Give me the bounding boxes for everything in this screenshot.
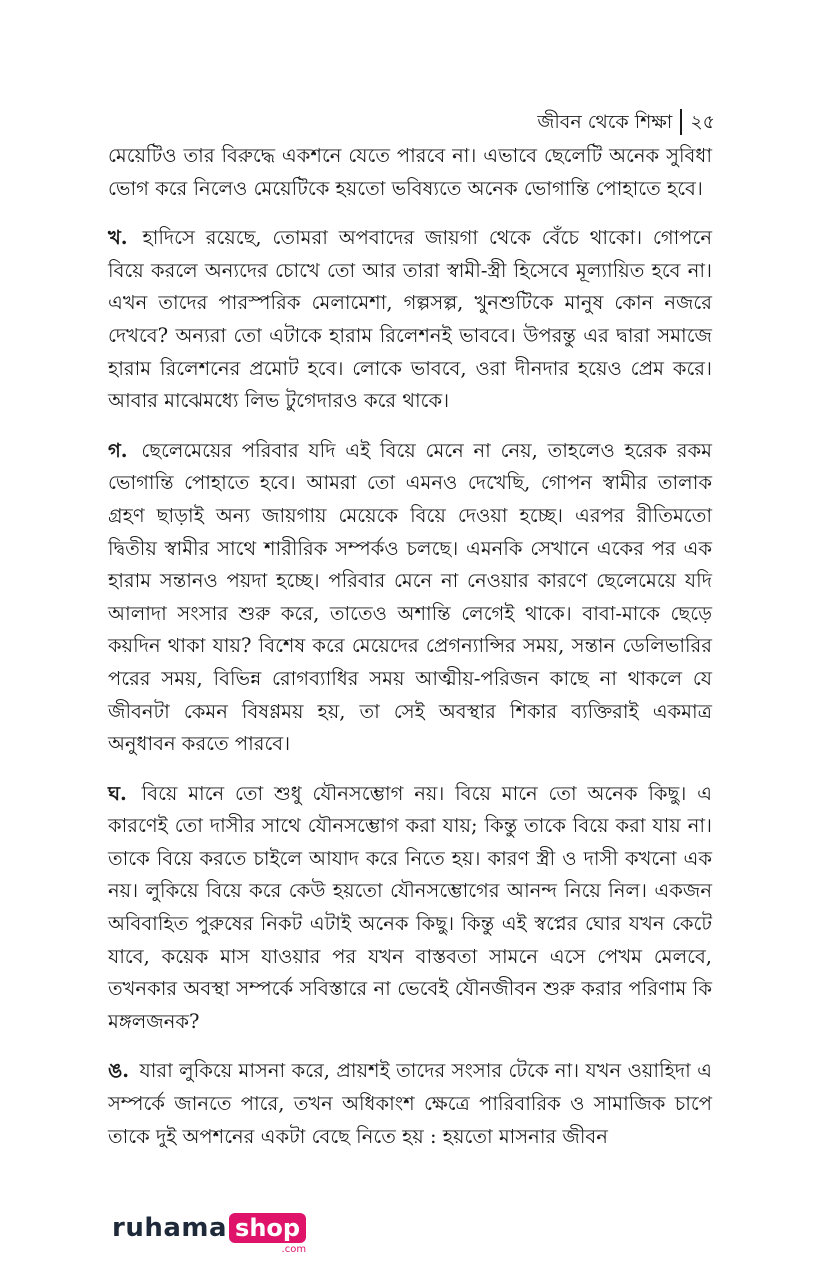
logo-shop-badge (229, 1213, 306, 1256)
paragraph-text: মেয়েটিও তার বিরুদ্ধে একশনে যেতে পারবে না। এভাবে ছেলেটি অনেক সুবিধা ভোগ করে নিলেও মেয়েটিকে হয়তো ভবিষ্যতে অনেক ভোগান্তি পোহাতে হবে। (108, 144, 712, 200)
paragraph-marker: খ. (108, 226, 128, 250)
body-text (108, 140, 712, 1170)
header-divider (680, 109, 682, 135)
paragraph-nga (108, 1055, 712, 1153)
paragraph-text: ছেলেমেয়ের পরিবার যদি এই বিয়ে মেনে না নেয়, তাহলেও হরেক রকম ভোগান্তি পোহাতে হবে। আমরা তো এমনও দেখেছি, গোপন স্বামীর তালাক গ্রহণ ছাড়াই অন্য জায়গায় মেয়েকে বিয়ে দেওয়া হচ্ছে। এরপর রীতিমতো দ্বিতীয় স্বামীর সাথে শারীরিক সম্পর্কও চলছে। এমনকি সেখানে একের পর এক হারাম সন্তানও পয়দা হচ্ছে। পরিবার মেনে না নেওয়ার কারণে ছেলেমেয়ে যদি আলাদা সংসার শুরু করে, তাতেও অশান্তি লেগেই থাকে। বাবা-মাকে ছেড়ে কয়দিন থাকা যায়? বিশেষ করে মেয়েদের প্রেগন্যান্সির সময়, সন্তান ডেলিভারির পরের সময়, বিভিন্ন রোগব্যাধির সময় আত্মীয়-পরিজন কাছে না থাকলে যে জীবনটা কেমন বিষণ্ণময় হয়, তা সেই অবস্থার শিকার ব্যক্তিরাই একমাত্র অনুধাবন করতে পারবে। (108, 438, 712, 756)
book-title: জীবন থেকে শিক্ষা (537, 111, 673, 133)
paragraph-marker: ঙ. (108, 1059, 130, 1083)
logo-word-shop: shop (229, 1213, 306, 1243)
logo-domain: .com (281, 1244, 307, 1255)
paragraph-marker: ঘ. (108, 781, 127, 805)
paragraph-ga (108, 435, 712, 761)
paragraph-text: বিয়ে মানে তো শুধু যৌনসম্ভোগ নয়। বিয়ে মানে তো অনেক কিছু। এ কারণেই তো দাসীর সাথে যৌনসম্ভোগ করা যায়; কিন্তু তাকে বিয়ে করা যায় না। তাকে বিয়ে করতে চাইলে আযাদ করে নিতে হয়। কারণ স্ত্রী ও দাসী কখনো এক নয়। লুকিয়ে বিয়ে করে কেউ হয়তো যৌনসম্ভোগের আনন্দ নিয়ে নিল। একজন অবিবাহিত পুরুষের নিকট এটাই অনেক কিছু। কিন্তু এই স্বপ্নের ঘোর যখন কেটে যাবে, কয়েক মাস যাওয়ার পর যখন বাস্তবতা সামনে এসে পেখম মেলবে, তখনকার অবস্থা সম্পর্কে সবিস্তারে না ভেবেই যৌনজীবন শুরু করার পরিণাম কি মঙ্গলজনক? (108, 781, 712, 1033)
ruhamashop-logo (112, 1213, 306, 1256)
paragraph-marker: গ. (108, 438, 128, 462)
logo-word-ruhama: ruhama (112, 1213, 228, 1243)
paragraph-text: যারা লুকিয়ে মাসনা করে, প্রায়শই তাদের সংসার টেকে না। যখন ওয়াহিদা এ সম্পর্কে জানতে পারে, তখন অধিকাংশ ক্ষেত্রে পারিবারিক ও সামাজিক চাপে তাকে দুই অপশনের একটা বেছে নিতে হয় : হয়তো মাসনার জীবন (108, 1059, 712, 1148)
page-number: ২৫ (690, 111, 715, 133)
running-head (537, 108, 715, 136)
paragraph-text: হাদিসে রয়েছে, তোমরা অপবাদের জায়গা থেকে বেঁচে থাকো। গোপনে বিয়ে করলে অন্যদের চোখে তো আর তারা স্বামী-স্ত্রী হিসেবে মূল্যায়িত হবে না। এখন তাদের পারস্পরিক মেলামেশা, গল্পসল্প, খুনশুটিকে মানুষ কোন নজরে দেখবে? অন্যরা তো এটাকে হারাম রিলেশনই ভাববে। উপরন্তু এর দ্বারা সমাজে হারাম রিলেশনের প্রমোট হবে। লোকে ভাববে, ওরা দীনদার হয়েও প্রেম করে। আবার মাঝেমধ্যে লিভ টুগেদারও করে থাকে। (108, 226, 712, 413)
paragraph-kha (108, 222, 712, 418)
paragraph-continued (108, 140, 712, 205)
paragraph-gha (108, 778, 712, 1039)
